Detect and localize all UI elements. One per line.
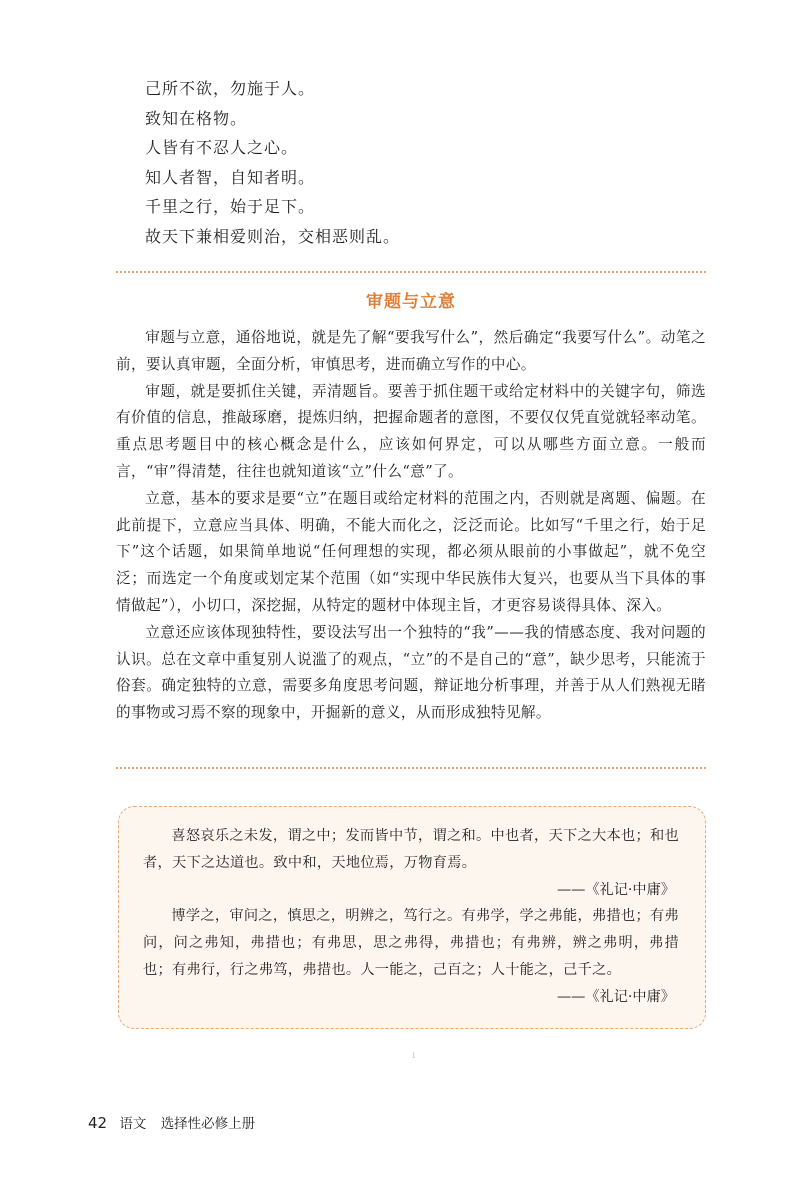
excerpt-source: ——《礼记·中庸》 [556, 881, 675, 898]
quote-list [145, 74, 400, 251]
page-footer [88, 1112, 255, 1132]
body-paragraph: 审题，就是要抓住关键，弄清题旨。要善于抓住题干或给定材料中的关键字句，筛选有价值的信息，推敲琢磨，提炼归纳，把握命题者的意图，不要仅仅凭直觉就轻率动笔。重点思考题目中的核心概念是什么，应该如何界定，可以从哪些方面立意。一般而言，“审”得清楚，往往也就知道该“立”什么“意”了。 [116, 382, 706, 480]
body-paragraph: 立意还应该体现独特性，要设法写出一个独特的“我”——我的情感态度、我对问题的认识。总在文章中重复别人说滥了的观点，“立”的不是自己的“意”，缺少思考，只能流于俗套。确定独特的立意，需要多角度思考问题，辩证地分析事理，并善于从人们熟视无睹的事物或习焉不察的现象中，开掘新的意义，从而形成独特见解。 [116, 623, 706, 722]
quote-line: 知人者智，自知者明。 [145, 167, 316, 187]
volume-label: 选择性必修上册 [160, 1116, 256, 1132]
classical-excerpt-box [118, 806, 706, 1029]
section-body [116, 325, 706, 727]
excerpt-text: 博学之，审问之，慎思之，明辨之，笃行之。有弗学，学之弗能，弗措也；有弗问，问之弗知，弗措也；有弗思，思之弗得，弗措也；有弗辨，辨之弗明，弗措也；有弗行，行之弗笃，弗措也。人一能之，己百之；人十能之，己千之。 [143, 908, 679, 978]
quote-line: 致知在格物。 [145, 108, 248, 128]
body-paragraph: 审题与立意，通俗地说，就是先了解“要我写什么”，然后确定“我要写什么”。动笔之前，要认真审题，全面分析，审慎思考，进而确立写作的中心。 [116, 329, 706, 373]
quote-line: 千里之行，始于足下。 [145, 197, 316, 216]
scan-speck: ı [412, 1050, 416, 1061]
dotted-divider-top [116, 271, 706, 273]
section-title: 审题与立意 [366, 292, 456, 312]
dotted-divider-bottom [116, 767, 706, 769]
quote-line: 人皆有不忍人之心。 [145, 138, 299, 157]
page-number: 42 [88, 1114, 108, 1132]
quote-line: 故天下兼相爱则治，交相恶则乱。 [145, 226, 401, 246]
quote-line: 己所不欲，勿施于人。 [145, 79, 316, 98]
excerpt-source: ——《礼记·中庸》 [556, 988, 675, 1005]
excerpt-text: 喜怒哀乐之未发，谓之中；发而皆中节，谓之和。中也者，天下之大本也；和也者，天下之达道也。致中和，天地位焉，万物育焉。 [143, 828, 679, 871]
body-paragraph: 立意，基本的要求是要“立”在题目或给定材料的范围之内，否则就是离题、偏题。在此前提下，立意应当具体、明确，不能大而化之，泛泛而论。比如写“千里之行，始于足下”这个话题，如果简单地说“任何理想的实现，都必须从眼前的小事做起”，就不免空泛；而选定一个角度或划定某个范围（如“实现中华民族伟大复兴，也要从当下具体的事情做起”），小切口，深挖掘，从特定的题材中体现主旨，才更容易谈得具体、深入。 [116, 489, 706, 614]
subject-label: 语文 [119, 1116, 147, 1132]
